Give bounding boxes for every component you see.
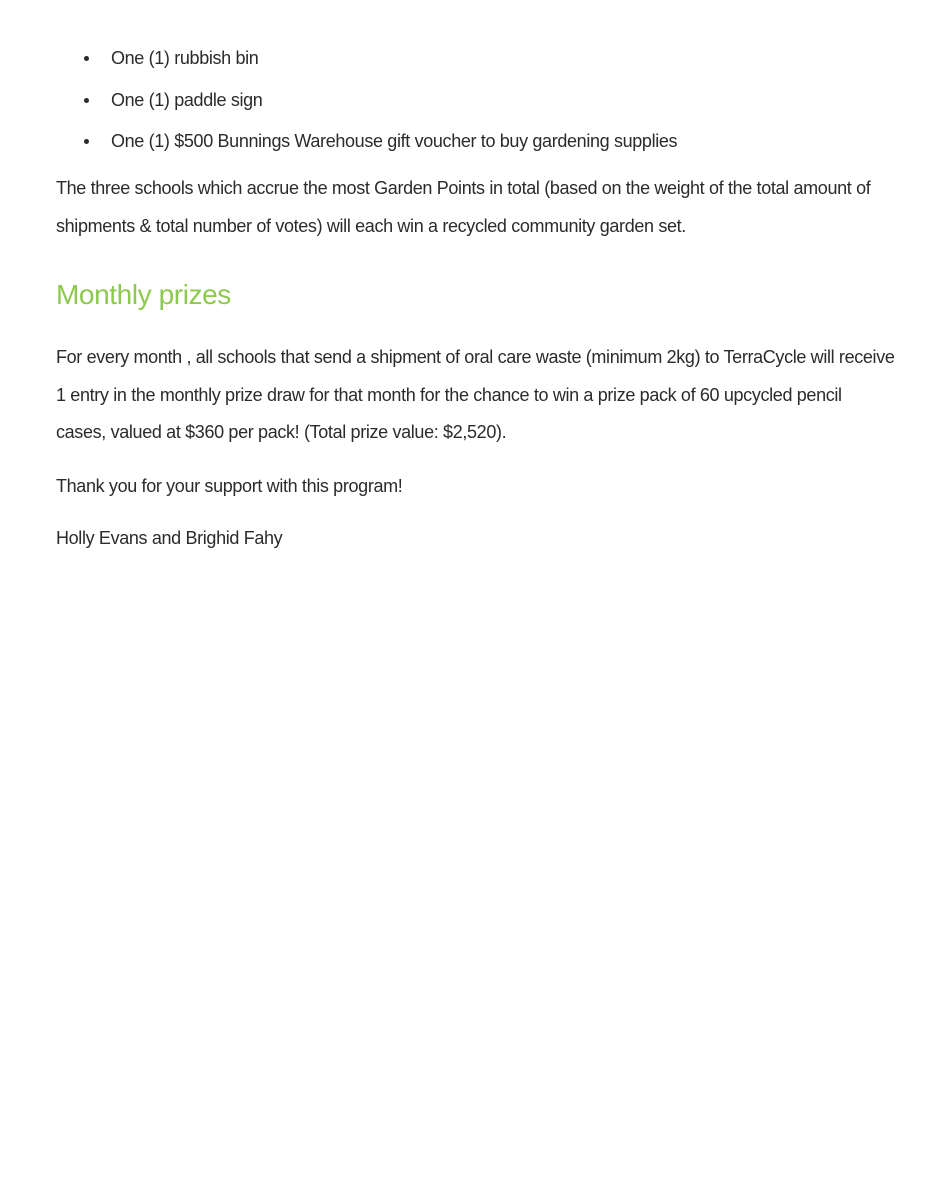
list-item <box>84 127 904 169</box>
bullet-text: One (1) paddle sign <box>111 89 263 110</box>
monthly-prizes-heading: Monthly prizes <box>56 279 231 310</box>
garden-points-paragraph: The three schools which accrue the most Garden Points in total (based on the weight of the total amount of shipments & total number of votes) will each win a recycled community garden set. <box>56 178 871 236</box>
list-item <box>84 44 904 86</box>
list-item <box>84 86 904 128</box>
bullet-icon <box>84 98 89 103</box>
thank-you-text: Thank you for your support with this program! <box>56 476 403 496</box>
bullet-icon <box>84 56 89 61</box>
bullet-text: One (1) rubbish bin <box>111 48 259 68</box>
prize-bullet-list <box>84 44 904 169</box>
monthly-prizes-paragraph: For every month , all schools that send a shipment of oral care waste (minimum 2kg) to TerraCycle will receive 1 entry in the monthly prize draw for that month for the chance to win a prize pack of 60 upcycled pencil cases, valued at $360 per pack! (Total prize value: $2,520). <box>56 347 895 442</box>
bullet-icon <box>84 139 89 144</box>
signature-text: Holly Evans and Brighid Fahy <box>56 528 283 548</box>
bullet-text: One (1) $500 Bunnings Warehouse gift voucher to buy gardening supplies <box>111 131 678 151</box>
